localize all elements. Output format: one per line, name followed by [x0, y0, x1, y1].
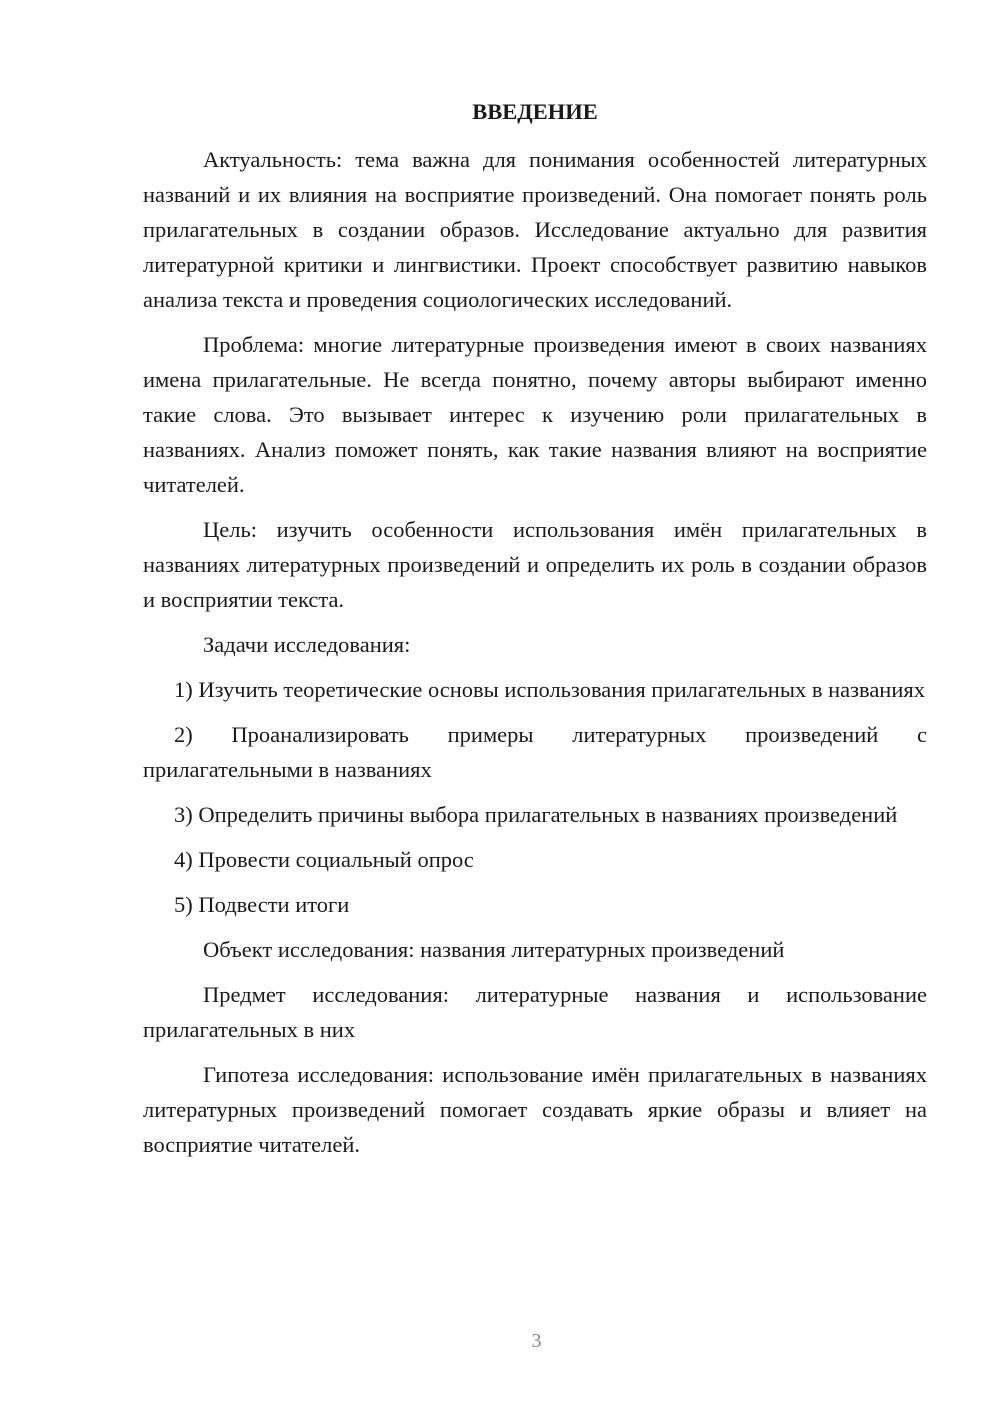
relevance-paragraph: Актуальность: тема важна для понимания особенностей литературных названий и их влияния на восприятие произведений. Она помогает понять роль прилагательных в создании образов. Исследование актуально для развития литературной критики и лингвистики. Проект способствует развитию навыков анализа текста и проведения социологических исследований.: [143, 147, 927, 312]
task-item-4: 4) Провести социальный опрос: [174, 847, 474, 872]
tasks-heading: Задачи исследования:: [203, 632, 411, 657]
page-number: 3: [531, 1330, 542, 1352]
problem-paragraph: Проблема: многие литературные произведения имеют в своих названиях имена прилагательные. Не всегда понятно, почему авторы выбирают именно такие слова. Это вызывает интерес к изучению роли прилагательных в названиях. Анализ поможет понять, как такие названия влияют на восприятие читателей.: [143, 332, 927, 497]
task-item-1: 1) Изучить теоретические основы использования прилагательных в названиях: [174, 677, 925, 702]
object-paragraph: Объект исследования: названия литературных произведений: [203, 937, 785, 962]
page-body: [143, 94, 927, 1172]
task-item-3: 3) Определить причины выбора прилагательных в названиях произведений: [174, 802, 898, 827]
task-item-5: 5) Подвести итоги: [174, 892, 350, 917]
goal-paragraph: Цель: изучить особенности использования имён прилагательных в названиях литературных произведений и определить их роль в создании образов и восприятии текста.: [143, 517, 927, 612]
hypothesis-paragraph: Гипотеза исследования: использование имён прилагательных в названиях литературных произведений помогает создавать яркие образы и влияет на восприятие читателей.: [143, 1062, 927, 1157]
task-item-2: 2) Проанализировать примеры литературных произведений с прилагательными в названиях: [143, 722, 927, 782]
page-title: ВВЕДЕНИЕ: [472, 99, 598, 124]
subject-paragraph: Предмет исследования: литературные названия и использование прилагательных в них: [143, 982, 927, 1042]
